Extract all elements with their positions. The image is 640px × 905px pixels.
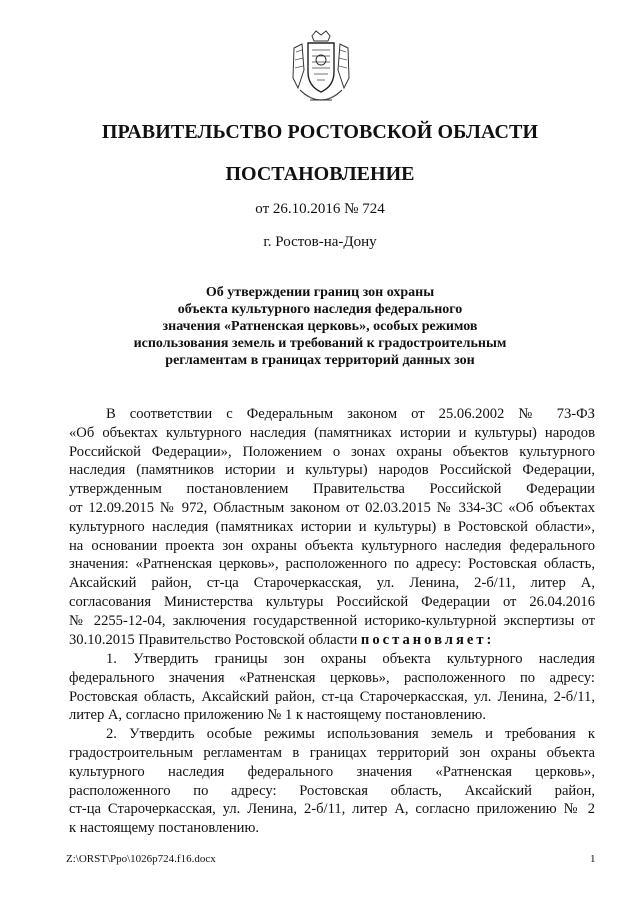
item-1-line: Ростовская область, Аксайский район, ст-ца Старочеркасская, ул. Ленина, 2-б/11, [69,688,595,705]
paragraph-line: «Об объектах культурного наследия (памятниках истории и культуры) народов [69,424,595,441]
item-2-line: расположенного по адресу: Ростовская область, Аксайский район, [69,782,595,799]
subject-line: использования земель и требований к градостроительным [133,336,507,351]
document-city: г. Ростов-на-Дону [263,234,377,250]
preamble-paragraph [69,405,595,649]
paragraph-line: значения: «Ратненская церковь», расположенного по адресу: Ростовская область, [69,556,595,573]
paragraph-line: согласования Министерства культуры Российской Федерации от 26.04.2016 [69,593,595,610]
document-subject [90,284,550,369]
paragraph-line: утвержденным постановлением Правительства Российской Федерации [69,481,595,498]
document-type: ПОСТАНОВЛЕНИЕ [225,163,415,185]
item-2-line: ст-ца Старочеркасская, ул. Ленина, 2-б/11, литер А, согласно приложению № 2 [69,801,595,818]
paragraph-line-last [69,631,595,650]
item-2-line: к настоящему постановлению. [69,820,260,837]
paragraph-line: культурного наследия (памятниках истории и культуры) в Ростовской области», [69,518,595,535]
decree-word: постановляет: [360,631,495,648]
footer-file-path: Z:\ORST\Ppo\1026p724.f16.docx [66,853,216,865]
page-number: 1 [590,853,596,865]
paragraph-line: В соответствии с Федеральным законом от 25.06.2002 № 73-ФЗ [106,406,595,422]
decree-items [69,650,595,838]
item-1-line: федерального значения «Ратненская церковь», расположенного по адресу: [69,669,595,686]
item-2-line: 2. Утвердить особые режимы использования земель и требования к [106,726,595,743]
paragraph-line: от 12.09.2015 № 972, Областным законом от 02.03.2015 № 334-ЗС «Об объектах [69,499,595,516]
paragraph-line: наследия (памятников истории и культуры) народов Российской Федерации, [69,462,595,479]
subject-line: объекта культурного наследия федерального [177,302,463,317]
paragraph-line: № 2255-12-04, заключения государственной историко-культурной экспертизы от [69,612,595,629]
paragraph-line: на основании проекта зон охраны объекта культурного наследия федерального [69,537,595,554]
subject-line: регламентам в границах территорий данных зон [165,353,475,368]
item-2-line: культурного наследия федерального значения «Ратненская церковь», [69,763,595,780]
organization-name: ПРАВИТЕЛЬСТВО РОСТОВСКОЙ ОБЛАСТИ [101,121,539,143]
paragraph-text: 30.10.2015 Правительство Ростовской области [69,631,358,648]
paragraph-line: Российской Федерации», Положением о зонах охраны объектов культурного [69,443,595,460]
item-1-line: литер А, согласно приложению № 1 к настоящему постановлению. [69,707,486,724]
document-date-number: от 26.10.2016 № 724 [255,201,385,217]
item-1-line: 1. Утвердить границы зон охраны объекта культурного наследия [106,651,595,667]
subject-line: Об утверждении границ зон охраны [205,285,435,300]
coat-of-arms-icon [290,30,352,110]
paragraph-line: Аксайский район, ст-ца Старочеркасская, ул. Ленина, 2-б/11, литер А, [69,575,595,592]
item-2-line: градостроительным регламентам в границах территорий зон охраны объекта [69,744,595,761]
subject-line: значения «Ратненская церковь», особых режимов [162,319,478,334]
